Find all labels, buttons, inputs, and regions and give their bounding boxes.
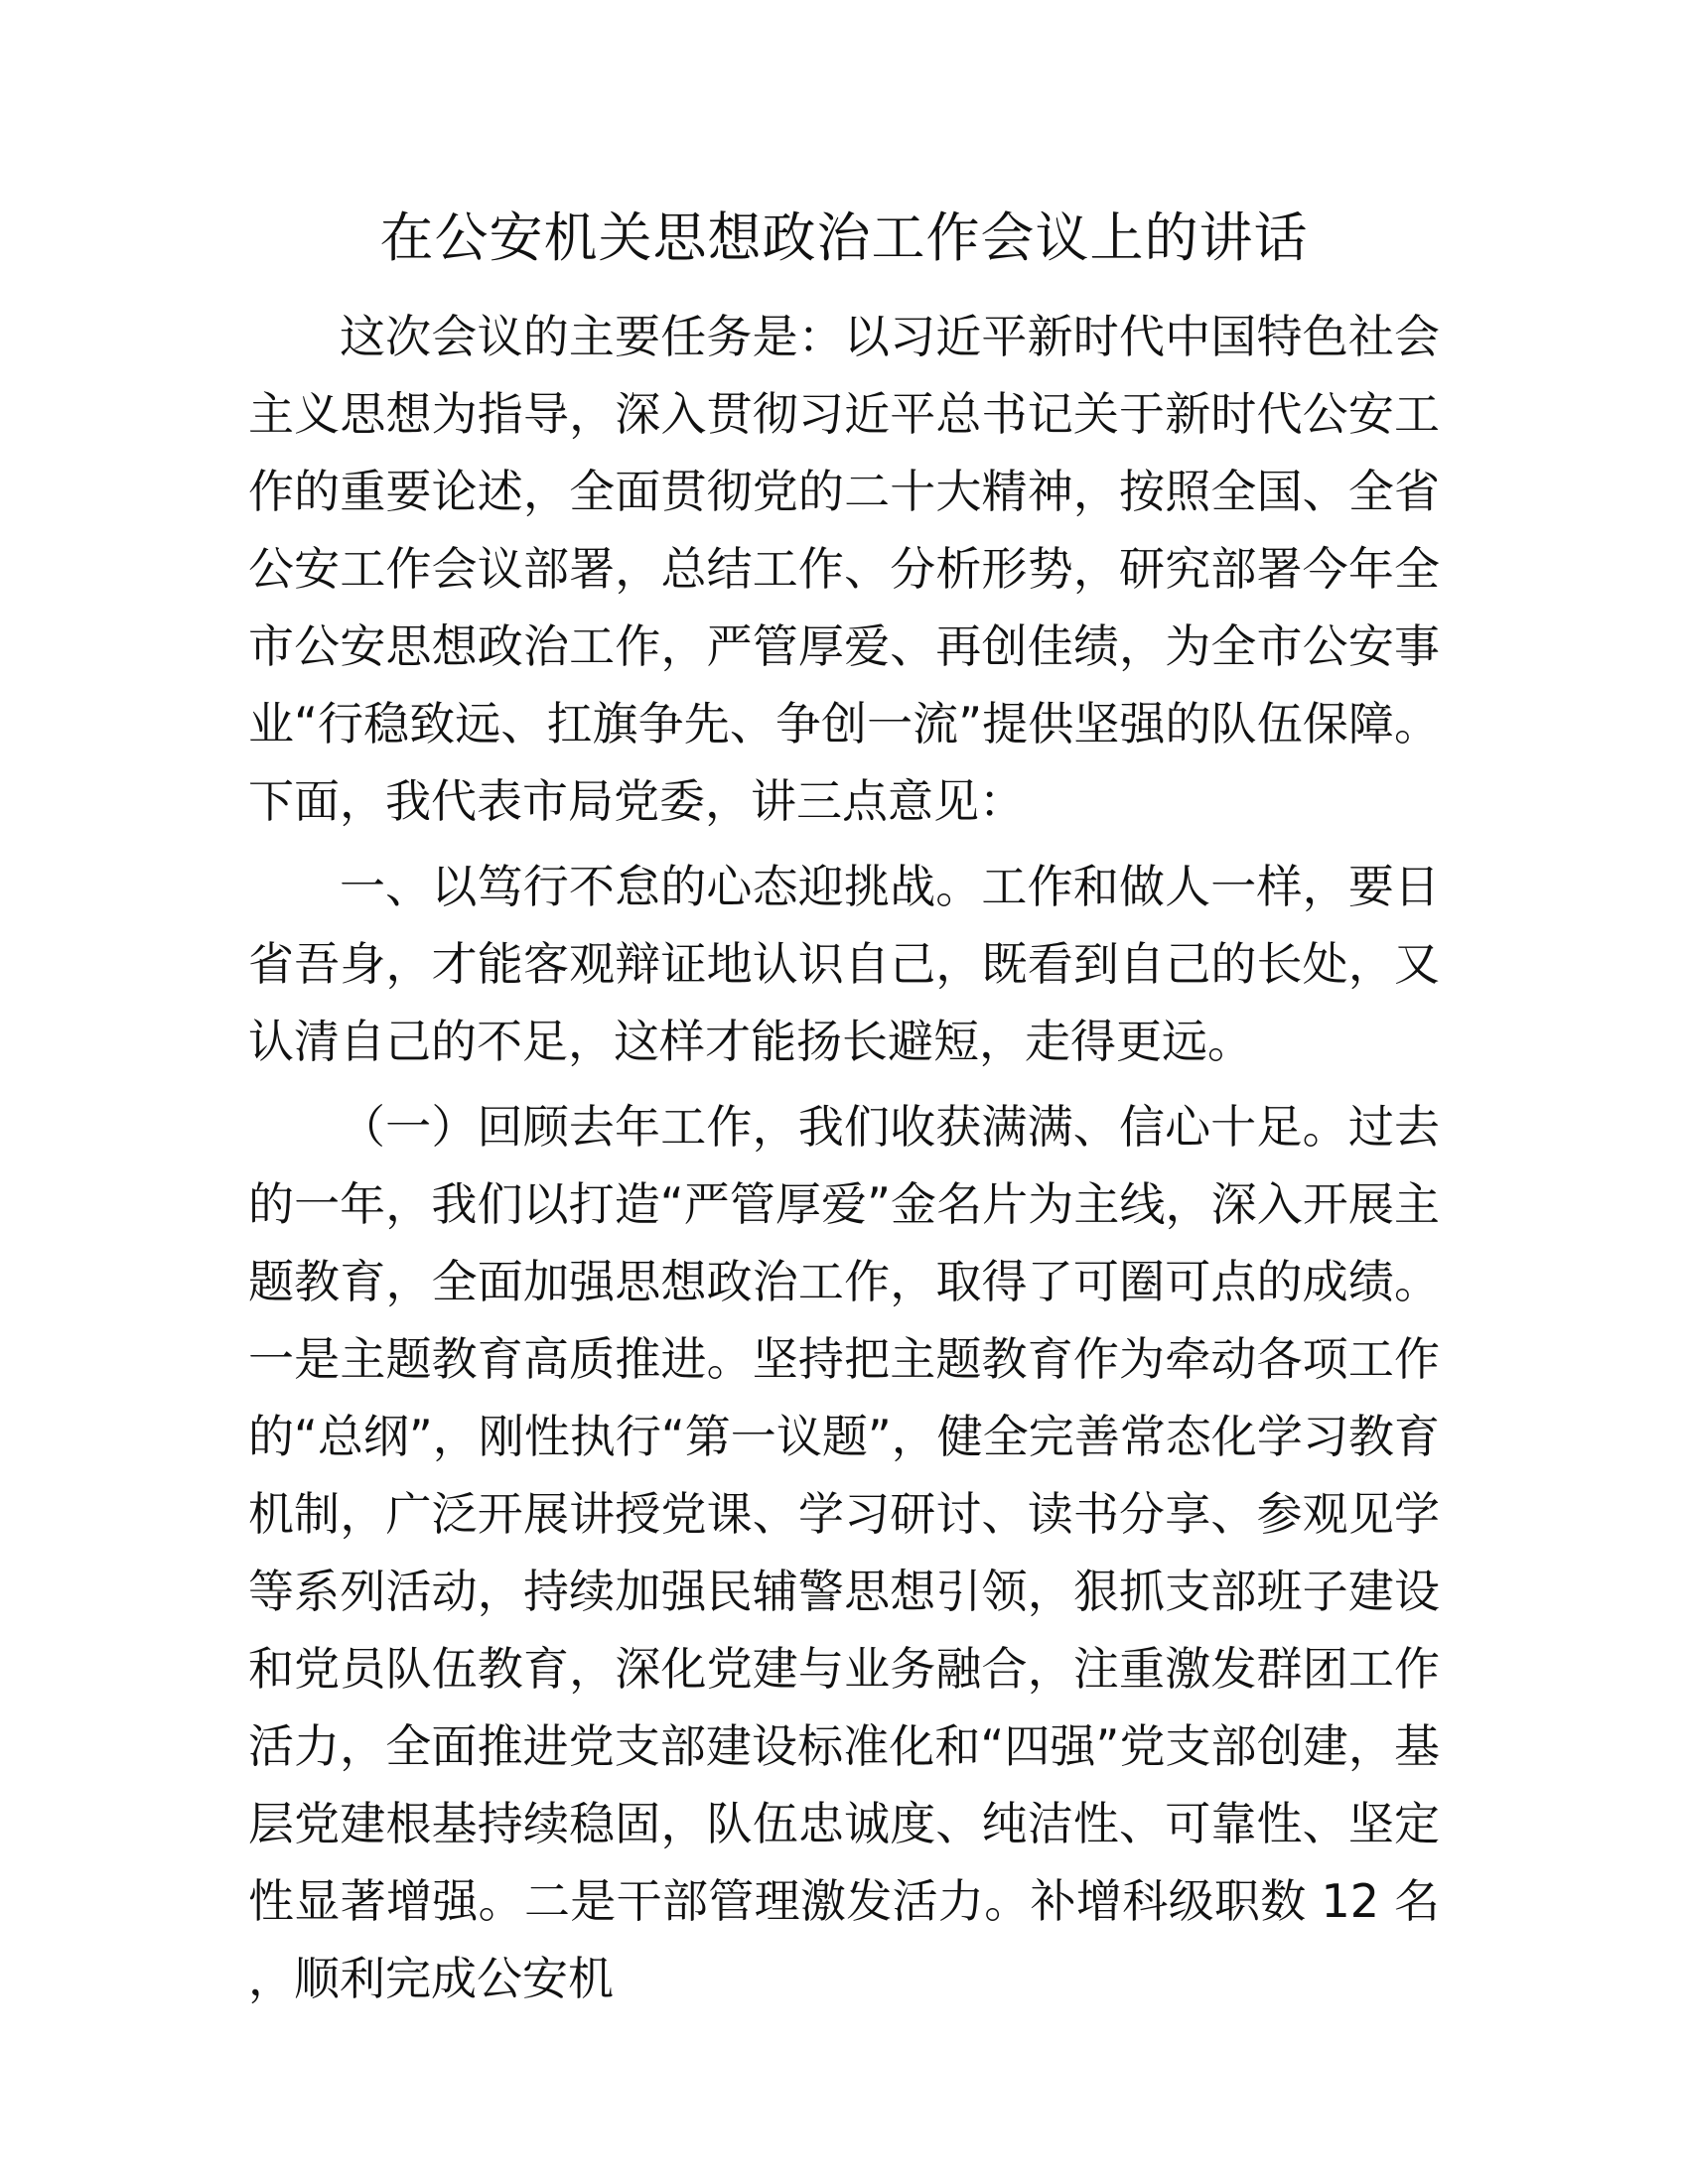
paragraph-intro: 这次会议的主要任务是：以习近平新时代中国特色社会主义思想为指导，深入贯彻习近平总书记关于新时代公安工作的重要论述，全面贯彻党的二十大精神，按照全国、全省公安工作会议部署，总结工作、分析形势，研究部署今年全市公安思想政治工作，严管厚爱、再创佳绩，为全市公安事业“行稳致远、扛旗争先、争创一流”提供坚强的队伍保障。下面，我代表市局党委，讲三点意见：	[248, 310, 1440, 828]
document-title: 在公安机关思想政治工作会议上的讲话	[379, 206, 1309, 269]
paragraph-section-one: 一、以笃行不怠的心态迎挑战。工作和做人一样，要日省吾身，才能客观辩证地认识自己，既看到自己的长处，又认清自己的不足，这样才能扬长避短，走得更远。	[248, 860, 1440, 1068]
paragraph-review-last-year: （一）回顾去年工作，我们收获满满、信心十足。过去的一年，我们以打造“严管厚爱”金名片为主线，深入开展主题教育，全面加强思想政治工作，取得了可圈可点的成绩。一是主题教育高质推进。坚持把主题教育作为牵动各项工作的“总纲”，刚性执行“第一议题”，健全完善常态化学习教育机制，广泛开展讲授党课、学习研讨、读书分享、参观见学等系列活动，持续加强民辅警思想引领，狠抓支部班子建设和党员队伍教育，深化党建与业务融合，注重激发群团工作活力，全面推进党支部建设标准化和“四强”党支部创建，基层党建根基持续稳固，队伍忠诚度、纯洁性、可靠性、坚定性显著增强。二是干部管理激发活力。补增科级职数 12 名，顺利完成公安机	[248, 1100, 1440, 2005]
document-body	[248, 298, 1440, 2025]
